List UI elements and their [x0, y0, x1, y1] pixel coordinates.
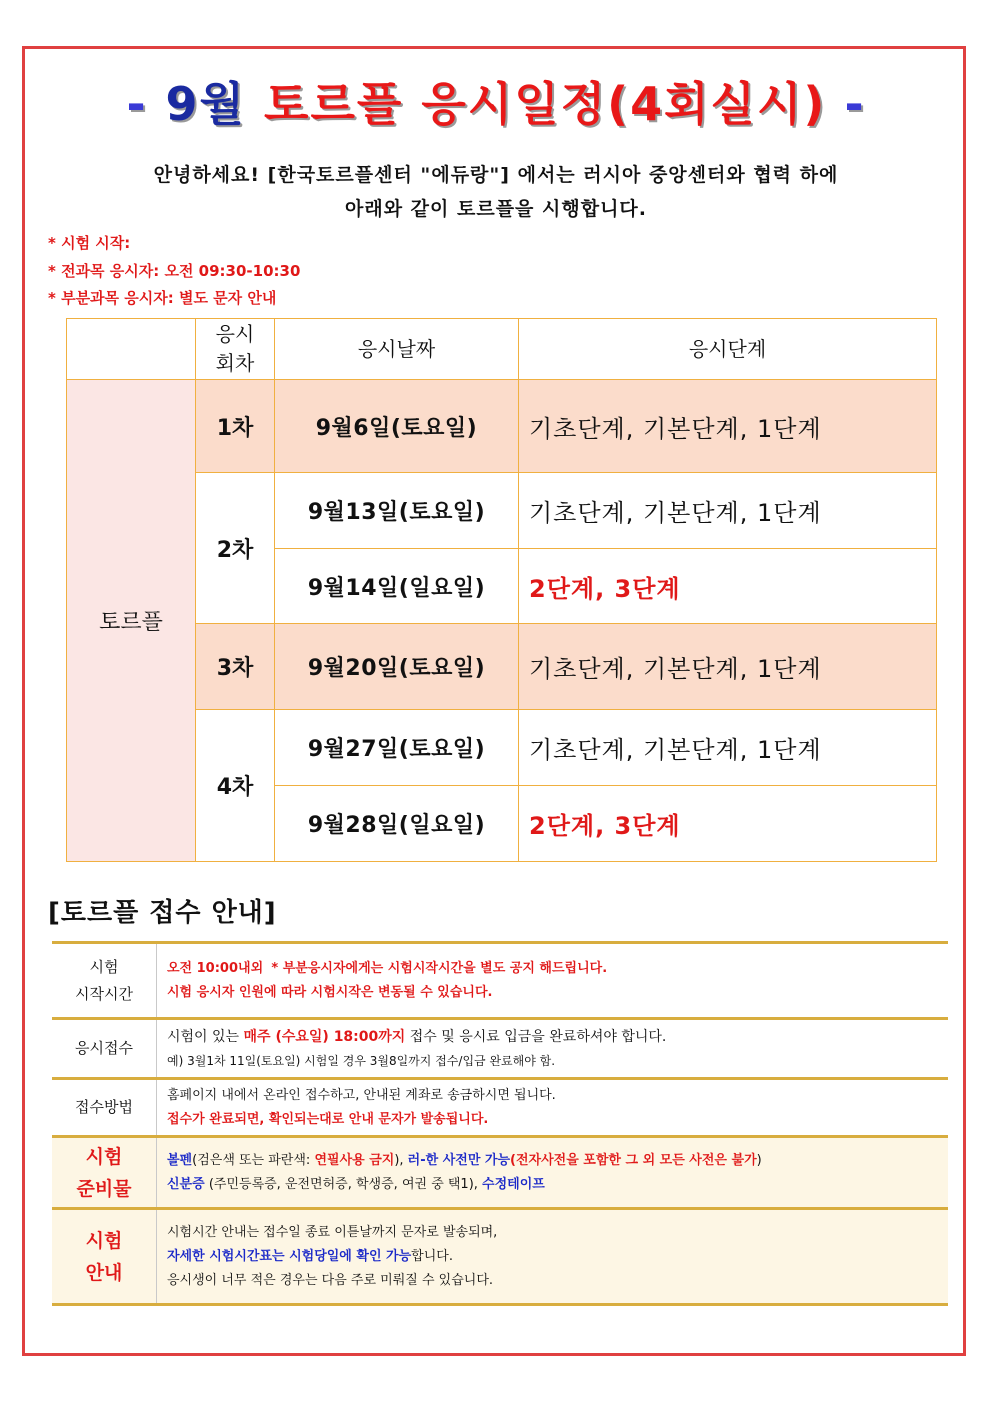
method-line-2: 접수가 완료되면, 확인되는대로 안내 문자가 발송됩니다. — [167, 1111, 489, 1127]
round-cell: 3차 — [196, 624, 275, 710]
intro-line-2: 아래와 같이 토르플을 시행합니다. — [344, 198, 648, 220]
prep-text: ) — [756, 1152, 762, 1168]
title-month: 9월 — [165, 77, 246, 131]
intro-text — [0, 158, 992, 226]
prep-line-1 — [167, 1149, 948, 1173]
title-dash-left: - — [126, 77, 148, 131]
info-label-start — [52, 943, 157, 1019]
prep-line-2 — [167, 1173, 948, 1197]
note-start: * 시험 시작: — [48, 230, 300, 258]
title-dash-right: - — [844, 77, 866, 131]
date-cell: 9월28일(일요일) — [275, 786, 519, 862]
info-row-prep — [52, 1137, 948, 1209]
round-cell: 4차 — [196, 710, 275, 862]
info-body-start — [157, 943, 949, 1019]
label-line: 안내 — [85, 1261, 123, 1284]
prep-text: ( — [510, 1152, 516, 1168]
info-label-notice — [52, 1209, 157, 1305]
info-row-start-time — [52, 943, 948, 1019]
registration-section-title: [토르플 접수 안내] — [48, 898, 277, 928]
note-partial: * 부분과목 응시자: 별도 문자 안내 — [48, 285, 300, 313]
info-body-method — [157, 1079, 949, 1137]
header-empty — [67, 319, 196, 380]
notice-timetable: 자세한 시험시간표는 시험당일에 확인 가능 — [167, 1248, 412, 1264]
round-cell: 2차 — [196, 473, 275, 624]
note-full: * 전과목 응시자: 오전 09:30-10:30 — [48, 258, 300, 286]
stage-cell: 기초단계, 기본단계, 1단계 — [519, 380, 937, 473]
start-line-1 — [167, 957, 948, 981]
apply-line-2: 예) 3월1차 11일(토요일) 시험일 경우 3월8일까지 접수/입금 완료해야 함. — [167, 1053, 556, 1068]
registration-info-table — [52, 941, 948, 1306]
table-row — [67, 473, 937, 549]
table-row — [67, 380, 937, 473]
exam-notes — [48, 230, 300, 313]
prep-id: 신분증 — [167, 1176, 205, 1192]
date-cell: 9월14일(일요일) — [275, 549, 519, 624]
page-title — [0, 68, 992, 134]
info-label-apply: 응시접수 — [52, 1019, 157, 1079]
apply-text-a: 시험이 있는 — [167, 1028, 240, 1045]
date-cell: 9월20일(토요일) — [275, 624, 519, 710]
round-cell: 1차 — [196, 380, 275, 473]
info-label-prep — [52, 1137, 157, 1209]
method-line-1: 홈페이지 내에서 온라인 접수하고, 안내된 계좌로 송금하시면 됩니다. — [167, 1087, 556, 1103]
label-line: 시작시간 — [75, 984, 133, 1003]
label-line: 준비물 — [76, 1177, 132, 1200]
stage-cell: 기초단계, 기본단계, 1단계 — [519, 624, 937, 710]
stage-cell: 기초단계, 기본단계, 1단계 — [519, 473, 937, 549]
stage-cell: 2단계, 3단계 — [519, 549, 937, 624]
prep-no-pencil: 연필사용 금지 — [314, 1152, 395, 1168]
label-line: 시험 — [85, 1145, 123, 1168]
prep-dictionary: 러-한 사전만 가능 — [407, 1152, 511, 1168]
info-row-apply — [52, 1019, 948, 1079]
stage-cell: 2단계, 3단계 — [519, 786, 937, 862]
label-line: 시험 — [89, 957, 119, 976]
header-date: 응시날짜 — [275, 319, 519, 380]
date-cell: 9월27일(토요일) — [275, 710, 519, 786]
apply-line-1 — [167, 1025, 948, 1049]
apply-deadline: 매주 (수요일) 18:00까지 — [243, 1028, 406, 1045]
prep-text: (검은색 또는 파란색: — [192, 1152, 315, 1168]
table-row — [67, 710, 937, 786]
start-line-2 — [167, 981, 948, 1005]
header-round: 응시 회차 — [196, 319, 275, 380]
info-body-apply — [157, 1019, 949, 1079]
label-line: 시험 — [85, 1229, 123, 1252]
title-rest: 토르플 응시일정(4회실시) — [264, 77, 827, 131]
stage-cell: 기초단계, 기본단계, 1단계 — [519, 710, 937, 786]
table-row — [67, 624, 937, 710]
schedule-table — [66, 318, 937, 862]
prep-correction-tape: 수정테이프 — [482, 1176, 545, 1192]
date-cell: 9월13일(토요일) — [275, 473, 519, 549]
start-time-text: 오전 10:00내외 — [167, 960, 264, 976]
partial-notice-text: * 부분응시자에게는 시험시작시간을 별도 공지 해드립니다. — [271, 960, 608, 976]
variation-notice-text: 시험 응시자 인원에 따라 시험시작은 변동될 수 있습니다. — [167, 984, 493, 1000]
prep-text: (주민등록증, 운전면허증, 학생증, 여권 중 택1), — [204, 1176, 483, 1192]
info-row-notice — [52, 1209, 948, 1305]
exam-name-cell: 토르플 — [67, 380, 196, 862]
prep-text: ), — [394, 1152, 408, 1168]
info-body-notice — [157, 1209, 949, 1305]
notice-line-2 — [167, 1245, 948, 1269]
date-cell: 9월6일(토요일) — [275, 380, 519, 473]
schedule-header-row — [67, 319, 937, 380]
notice-line-3: 응시생이 너무 적은 경우는 다음 주로 미뤄질 수 있습니다. — [167, 1272, 494, 1288]
apply-text-c: 접수 및 응시료 입금을 완료하셔야 합니다. — [409, 1028, 667, 1045]
info-label-method: 접수방법 — [52, 1079, 157, 1137]
prep-pen: 볼펜 — [167, 1152, 193, 1168]
notice-line-1: 시험시간 안내는 접수일 종료 이튿날까지 문자로 발송되며, — [167, 1224, 498, 1240]
header-stage: 응시단계 — [519, 319, 937, 380]
prep-no-other-dict: 전자사전을 포함한 그 외 모든 사전은 불가 — [515, 1152, 757, 1168]
info-row-method — [52, 1079, 948, 1137]
info-body-prep — [157, 1137, 949, 1209]
intro-line-1: 안녕하세요! [한국토르플센터 "에듀랑"] 에서는 러시아 중앙센터와 협력 하에 — [153, 164, 839, 186]
notice-text: 합니다. — [411, 1248, 453, 1264]
